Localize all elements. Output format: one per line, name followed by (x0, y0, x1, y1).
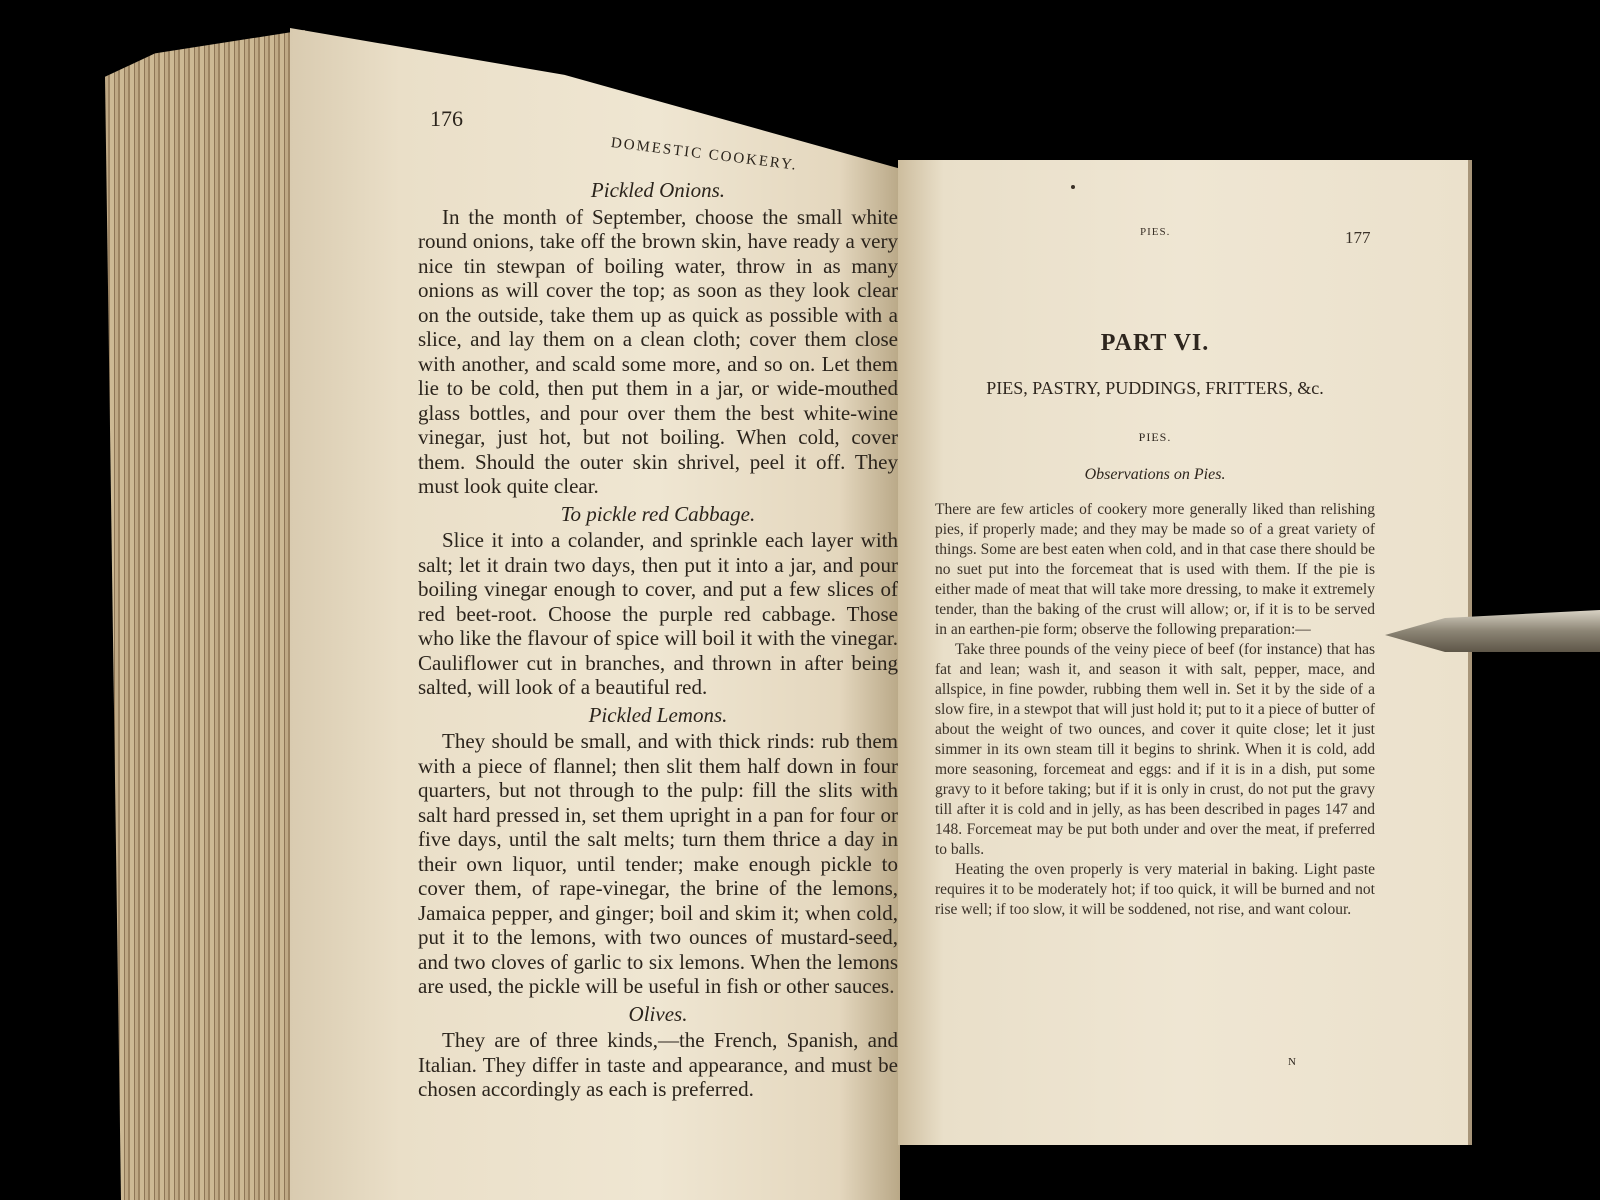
page-edges (105, 30, 305, 1200)
section-title: PIES. (1138, 430, 1172, 444)
left-running-head: DOMESTIC COOKERY. (610, 135, 799, 174)
section-heading: Olives. (628, 1001, 688, 1026)
paragraph: Take three pounds of the veiny piece of beef (for instance) that has fat and lean; wash it, and season it with salt, pepper, mace, and allspice, in fine powder, rubbing them well in. Set it by the side of a slow fire, in a stewpot that will just hold it; put to it a piece of butter of about the weight of two ounces, and cover it quite close; let it just simmer in its own steam till it begins to shrink. When it is cold, add more seasoning, forcemeat and eggs: and if it is in a dish, put some gravy to it before taking; but if it is only in crust, do not put the gravy till after it is cold and in jelly, as has been described in pages 147 and 148. Forcemeat may be put both under and over the meat, if preferred to balls. (935, 641, 1375, 858)
paragraph: Heating the oven properly is very material in baking. Light paste requires it to be moderately hot; if too quick, it will be burned and not rise well; if too slow, it will be soddened, not rise, and want colour. (935, 861, 1375, 918)
section-text: They should be small, and with thick rinds: rub them with a piece of flannel; then slit them half down in four quarters, but not through to the pulp: fill the slits with salt hard pressed in, set them upright in a pan for four or five days, until the salt melts; turn them thrice a day in their own liquor, until tender; make enough pickle to cover them, of rape-vinegar, the brine of the lemons, Jamaica pepper, and ginger; boil and skim it; when cold, put it to the lemons, with two ounces of mustard-seed, and two cloves of garlic to six lemons. When the lemons are used, the pickle will be useful in fish or other sauces. (418, 729, 898, 998)
right-page-text (935, 500, 1375, 920)
ink-speck (1071, 185, 1075, 189)
section-heading: Pickled Onions. (590, 178, 726, 202)
section-heading: To pickle red Cabbage. (560, 501, 756, 526)
paragraph: There are few articles of cookery more generally liked than relishing pies, if properly made; and they may be made so of a great variety of things. Some are best eaten when cold, and in that case there should be no suet put into the forcemeat that is used with them. If the pie is either made of meat that will take more dressing, to make it extremely tender, than the baking of the crust will allow; or, if it is to be served in an earthen-pie form; observe the following preparation:— (935, 501, 1375, 638)
part-subtitle: PIES, PASTRY, PUDDINGS, FRITTERS, &c. (986, 378, 1324, 398)
letter-opener-blade (1385, 610, 1600, 660)
left-page-number: 176 (430, 106, 463, 131)
section-text: Slice it into a colander, and sprinkle each layer with salt; let it drain two days, then put it into a jar, and pour boiling vinegar enough to cover, and put a few slices of red beet-root. Choose the purple red cabbage. Those who like the flavour of spice will boil it with the vinegar. Cauliflower cut in branches, and thrown in after being salted, will look of a beautiful red. (418, 528, 898, 699)
signature-mark: N (1288, 1056, 1296, 1068)
part-title: PART VI. (1100, 330, 1210, 356)
right-running-head: PIES. (1140, 226, 1171, 238)
right-page-number: 177 (1345, 228, 1371, 247)
left-page-text (418, 175, 898, 1102)
section-heading: Pickled Lemons. (588, 702, 728, 727)
section-text: They are of three kinds,—the French, Spanish, and Italian. They differ in taste and appearance, and must be chosen accordingly as each is preferred. (418, 1028, 898, 1101)
observations-heading: Observations on Pies. (1084, 466, 1226, 483)
section-text: In the month of September, choose the small white round onions, take off the brown skin, have ready a very nice tin stewpan of boiling water, throw in as many onions as will cover the top; as soon as they look clear on the outside, take them up as quick as possible with a slice, and lay them on a clean cloth; cover them close with another, and scald some more, and so on. Let them lie to be cold, then put them in a jar, or wide-mouthed glass bottles, and pour over them the best white-wine vinegar, just hot, but not boiling. When cold, cover them. Should the outer skin shrivel, peel it off. They must look quite clear. (418, 204, 898, 498)
